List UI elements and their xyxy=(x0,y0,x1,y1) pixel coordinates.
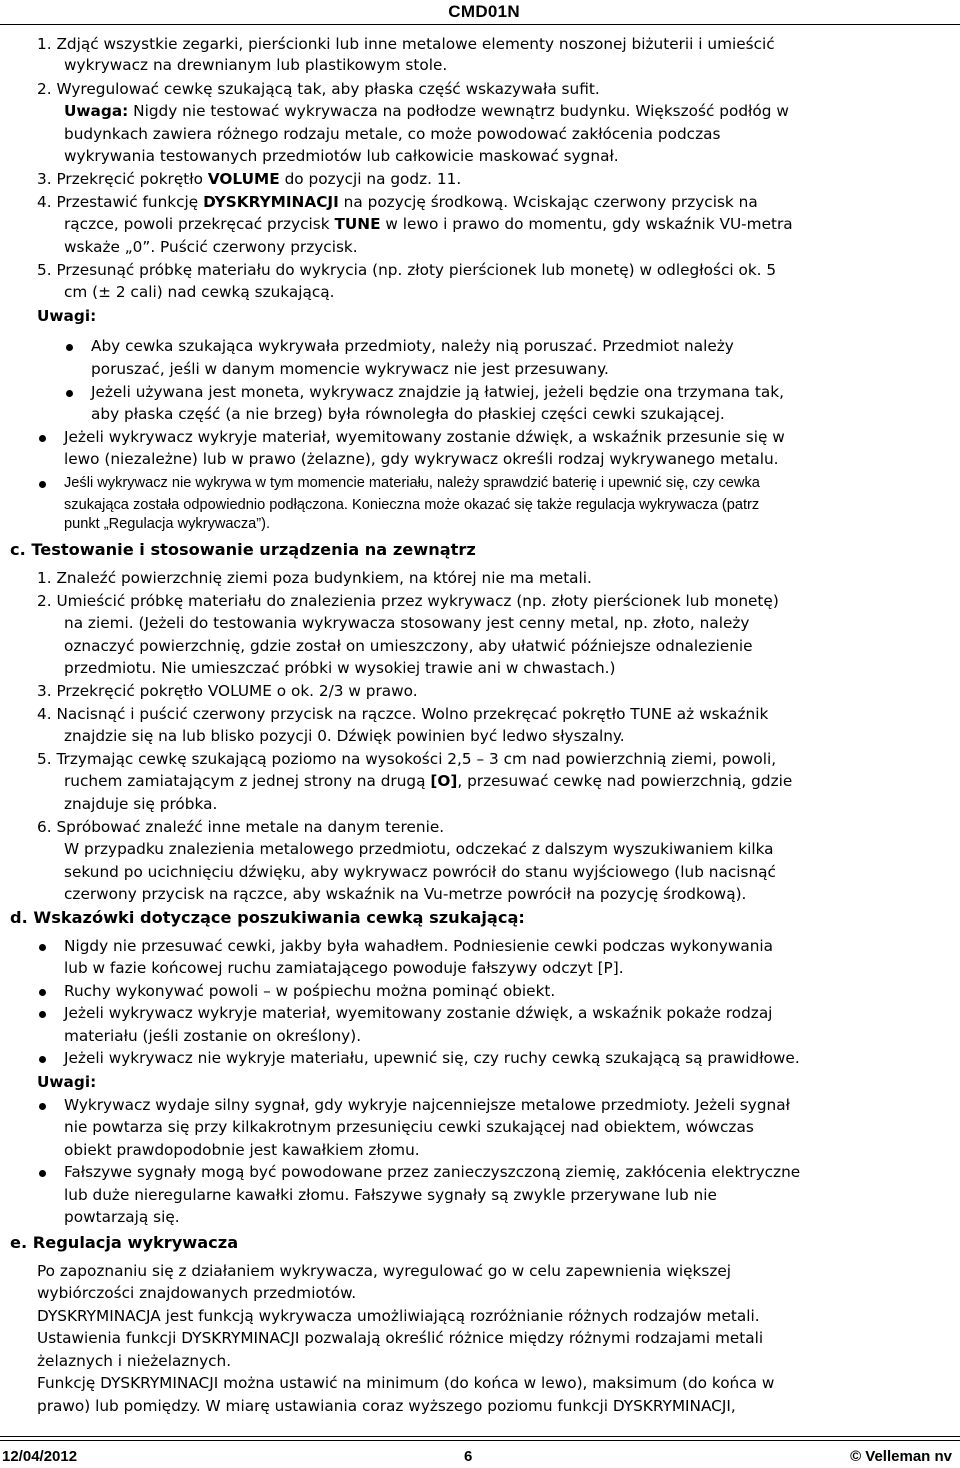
text-run: Jeżeli wykrywacz wykryje materiał, wyemitowany zostanie dźwięk, a wskaźnik pokaże rodzaj xyxy=(64,1004,773,1022)
section-heading xyxy=(10,1233,238,1253)
text-line xyxy=(37,1328,763,1348)
section-heading xyxy=(10,908,525,928)
text-run: nie powtarza się przy kilkakrotnym przesunięciu cewki szukającej nad obiektem, wówczas xyxy=(64,1118,754,1136)
bullet-point xyxy=(39,1170,46,1177)
text-line xyxy=(37,1306,760,1326)
text-line xyxy=(64,1095,790,1115)
text-line xyxy=(64,658,616,678)
text-run: wykrywacz na drewnianym lub plastikowym stole. xyxy=(64,56,448,74)
text-line xyxy=(64,1162,800,1182)
text-line xyxy=(64,55,447,75)
text-line xyxy=(37,1351,231,1371)
text-line xyxy=(91,336,734,356)
footer-page-number: 6 xyxy=(464,1448,473,1465)
text-line xyxy=(64,1003,772,1023)
text-run: obiekt prawdopodobnie jest kawałkiem złomu. xyxy=(64,1141,420,1159)
text-line xyxy=(64,884,746,904)
text-line xyxy=(64,981,555,1001)
text-run: 5. Trzymając cewkę szukającą poziomo na wysokości 2,5 – 3 cm nad powierzchnią ziemi, powoli, xyxy=(37,750,777,768)
text-line xyxy=(37,306,96,326)
text-run: 1. Zdjąć wszystkie zegarki, pierścionki lub inne metalowe elementy noszonej biżuterii i umieścić xyxy=(37,35,775,53)
text-run: rączce, powoli przekręcać przycisk xyxy=(64,215,335,233)
text-run: na ziemi. (Jeżeli do testowania wykrywacza stosowany jest cenny metal, np. złoto, należy xyxy=(64,614,750,632)
bullet-point xyxy=(39,481,46,488)
text-line xyxy=(37,749,776,769)
section-heading xyxy=(10,540,476,560)
text-run: sekund po ucichnięciu dźwięku, aby wykrywacz powrócił do stanu wyjściowego (lub nacisnąć xyxy=(64,863,776,881)
text-run: Uwagi: xyxy=(37,1073,97,1091)
text-line xyxy=(64,726,625,746)
text-line xyxy=(64,214,793,234)
text-run: wykrywania testowanych przedmiotów lub całkowicie maskować sygnał. xyxy=(64,147,619,165)
text-line xyxy=(37,79,600,99)
text-line xyxy=(64,771,792,791)
text-line xyxy=(64,124,720,144)
text-run: , przesuwać cewkę nad powierzchnią, gdzie xyxy=(457,772,793,790)
text-run: punkt „Regulacja wykrywacza”). xyxy=(64,516,271,532)
text-run: prawo) lub pomiędzy. W miarę ustawiania coraz wyższego poziomu funkcji DYSKRYMINACJI, xyxy=(37,1397,736,1415)
text-line xyxy=(64,839,774,859)
text-run: Ustawienia funkcji DYSKRYMINACJI pozwalają określić różnice między różnymi rodzajami metali xyxy=(37,1329,764,1347)
text-run: lub w fazie końcowej ruchu zamiatającego powoduje fałszywy odczyt [P]. xyxy=(64,959,624,977)
text-run: Jeżeli wykrywacz nie wykryje materiału, upewnić się, czy ruchy cewką szukającą są prawidłowe. xyxy=(64,1049,800,1067)
text-run: wskaże „0”. Puścić czerwony przycisk. xyxy=(64,238,358,256)
text-run: e. Regulacja wykrywacza xyxy=(10,1233,239,1252)
bullet-point xyxy=(39,1011,46,1018)
document-code: CMD01N xyxy=(448,2,520,21)
text-run: 1. Znaleźć powierzchnię ziemi poza budynkiem, na której nie ma metali. xyxy=(37,569,592,587)
text-line xyxy=(64,449,779,469)
text-line xyxy=(64,146,619,166)
text-run: Fałszywe sygnały mogą być powodowane przez zanieczyszczoną ziemię, zakłócenia elektryczne xyxy=(64,1163,801,1181)
text-run: c. Testowanie i stosowanie urządzenia na zewnątrz xyxy=(10,540,476,559)
text-line xyxy=(37,591,779,611)
text-line xyxy=(64,282,335,302)
footer-date: 12/04/2012 xyxy=(2,1448,78,1465)
text-run: lewo (niezależne) lub w prawo (żelazne), gdy wykrywacz określi rodzaj wykrywanego metalu. xyxy=(64,450,779,468)
text-run: ruchem zamiatającym z jednej strony na drugą xyxy=(64,772,431,790)
bullet-point xyxy=(39,1056,46,1063)
text-run: aby płaska część (a nie brzeg) była równoległa do płaskiej części cewki szukającej. xyxy=(91,405,725,423)
text-line xyxy=(37,1373,774,1393)
text-run: powtarzają się. xyxy=(64,1208,180,1226)
text-run: 2. Umieścić próbkę materiału do znalezienia przez wykrywacz (np. złoty pierścionek lub monetę) xyxy=(37,592,779,610)
text-run: W przypadku znalezienia metalowego przedmiotu, odczekać z dalszym wyszukiwaniem kilka xyxy=(64,840,774,858)
text-run: żelaznych i nieżelaznych. xyxy=(37,1352,232,1370)
text-run: 4. Nacisnąć i puścić czerwony przycisk na rączce. Wolno przekręcać pokrętło TUNE aż wskaźnik xyxy=(37,705,769,723)
bullet-point xyxy=(39,989,46,996)
text-run: cm (± 2 cali) nad cewką szukającą. xyxy=(64,283,335,301)
text-run: Aby cewka szukająca wykrywała przedmioty, należy nią poruszać. Przedmiot należy xyxy=(91,337,734,355)
text-run: oznaczyć powierzchnię, gdzie został on umieszczony, aby ułatwić późniejsze odnalezienie xyxy=(64,637,753,655)
text-run: w lewo i prawo do momentu, gdy wskaźnik VU-metra xyxy=(380,215,793,233)
footer-copyright: © Velleman nv xyxy=(850,1448,952,1465)
text-run: do pozycji na godz. 11. xyxy=(279,170,462,188)
text-run: wybiórczości znajdowanych przedmiotów. xyxy=(37,1284,357,1302)
text-run: budynkach zawiera różnego rodzaju metale, co może powodować zakłócenia podczas xyxy=(64,125,721,143)
footer-rule-bottom xyxy=(0,1440,960,1441)
text-line xyxy=(64,237,358,257)
text-line xyxy=(37,169,461,189)
text-line xyxy=(37,192,758,212)
text-run: 3. Przekręcić pokrętło VOLUME o ok. 2/3 w prawo. xyxy=(37,682,418,700)
text-line xyxy=(64,1026,361,1046)
text-line xyxy=(91,404,725,424)
footer-rule-top xyxy=(0,1436,960,1437)
text-line xyxy=(64,862,776,882)
text-run: 6. Spróbować znaleźć inne metale na danym terenie. xyxy=(37,818,445,836)
text-run: szukająca została odpowiednio podłączona. Konieczna może okazać się także regulacja wykrywacza (patrz xyxy=(64,497,760,513)
text-run: Jeśli wykrywacz nie wykrywa w tym momencie materiału, należy sprawdzić baterię i upewnić się, czy cewka xyxy=(64,475,760,491)
text-run: 4. Przestawić funkcję xyxy=(37,193,204,211)
header-rule xyxy=(0,24,960,25)
text-line xyxy=(37,1396,736,1416)
text-run: Jeżeli wykrywacz wykryje materiał, wyemitowany zostanie dźwięk, a wskaźnik przesunie się w xyxy=(64,428,785,446)
bullet-point xyxy=(39,944,46,951)
text-line xyxy=(64,1185,717,1205)
text-run: 5. Przesunąć próbkę materiału do wykrycia (np. złoty pierścionek lub monetę) w odległości ok. 5 xyxy=(37,261,777,279)
text-run: znajdzie się na lub blisko pozycji 0. Dźwięk powinien być ledwo słyszalny. xyxy=(64,727,625,745)
text-run: VOLUME xyxy=(207,170,280,188)
text-run: DYSKRYMINACJI xyxy=(203,193,339,211)
text-run: DYSKRYMINACJA jest funkcją wykrywacza umożliwiającą rozróżnianie różnych rodzajów metali. xyxy=(37,1307,760,1325)
text-line xyxy=(64,958,624,978)
text-line xyxy=(37,817,444,837)
text-line xyxy=(37,260,776,280)
text-line xyxy=(37,34,775,54)
bullet-point xyxy=(39,435,46,442)
text-line xyxy=(64,1207,180,1227)
text-run: [O] xyxy=(430,772,458,790)
text-line xyxy=(37,1261,731,1281)
text-run: Wykrywacz wydaje silny sygnał, gdy wykryje najcenniejsze metalowe przedmioty. Jeżeli sygnał xyxy=(64,1096,790,1114)
text-line xyxy=(91,382,784,402)
text-run: 2. Wyregulować cewkę szukającą tak, aby płaska część wskazywała sufit. xyxy=(37,80,600,98)
text-line xyxy=(37,1072,96,1092)
text-line xyxy=(64,1048,800,1068)
text-line xyxy=(64,427,785,447)
text-line xyxy=(64,1140,420,1160)
bullet-point xyxy=(66,390,73,397)
text-line xyxy=(37,568,592,588)
text-line xyxy=(64,1117,754,1137)
text-run: d. Wskazówki dotyczące poszukiwania cewką szukającą: xyxy=(10,908,525,927)
text-run: Jeżeli używana jest moneta, wykrywacz znajdzie ją łatwiej, jeżeli będzie ona trzymana tak, xyxy=(91,383,784,401)
text-line xyxy=(64,794,217,814)
text-run: Nigdy nie testować wykrywacza na podłodze wewnątrz budynku. Większość podłóg w xyxy=(128,102,789,120)
text-line xyxy=(64,101,789,121)
text-run: Funkcję DYSKRYMINACJI można ustawić na minimum (do końca w lewo), maksimum (do końca w xyxy=(37,1374,775,1392)
text-line xyxy=(91,359,609,379)
text-line xyxy=(37,681,418,701)
text-line xyxy=(64,636,753,656)
text-line xyxy=(64,473,760,493)
text-line xyxy=(64,514,270,534)
text-run: materiału (jeśli zostanie on określony). xyxy=(64,1027,362,1045)
text-run: lub duże nieregularne kawałki złomu. Fałszywe sygnały są zwykle przerywane lub nie xyxy=(64,1186,717,1204)
text-run: 3. Przekręcić pokrętło xyxy=(37,170,208,188)
text-run: Po zapoznaniu się z działaniem wykrywacza, wyregulować go w celu zapewnienia większej xyxy=(37,1262,732,1280)
text-line xyxy=(37,704,768,724)
text-run: znajduje się próbka. xyxy=(64,795,218,813)
text-run: przedmiotu. Nie umieszczać próbki w wysokiej trawie ani w chwastach.) xyxy=(64,659,616,677)
text-line xyxy=(64,936,773,956)
bullet-point xyxy=(66,344,73,351)
text-run: Nigdy nie przesuwać cewki, jakby była wahadłem. Podniesienie cewki podczas wykonywania xyxy=(64,937,774,955)
text-run: TUNE xyxy=(334,215,381,233)
text-line xyxy=(64,495,759,515)
text-run: czerwony przycisk na rączce, aby wskaźnik na Vu-metrze powrócił na pozycję środkową). xyxy=(64,885,747,903)
text-run: Ruchy wykonywać powoli – w pośpiechu można pominąć obiekt. xyxy=(64,982,556,1000)
text-run: Uwagi: xyxy=(37,307,97,325)
text-run: poruszać, jeśli w danym momencie wykrywacz nie jest przesuwany. xyxy=(91,360,609,378)
text-run: Uwaga: xyxy=(64,102,129,120)
text-line xyxy=(64,613,749,633)
text-line xyxy=(37,1283,356,1303)
bullet-point xyxy=(39,1103,46,1110)
text-run: na pozycję środkową. Wciskając czerwony przycisk na xyxy=(338,193,758,211)
